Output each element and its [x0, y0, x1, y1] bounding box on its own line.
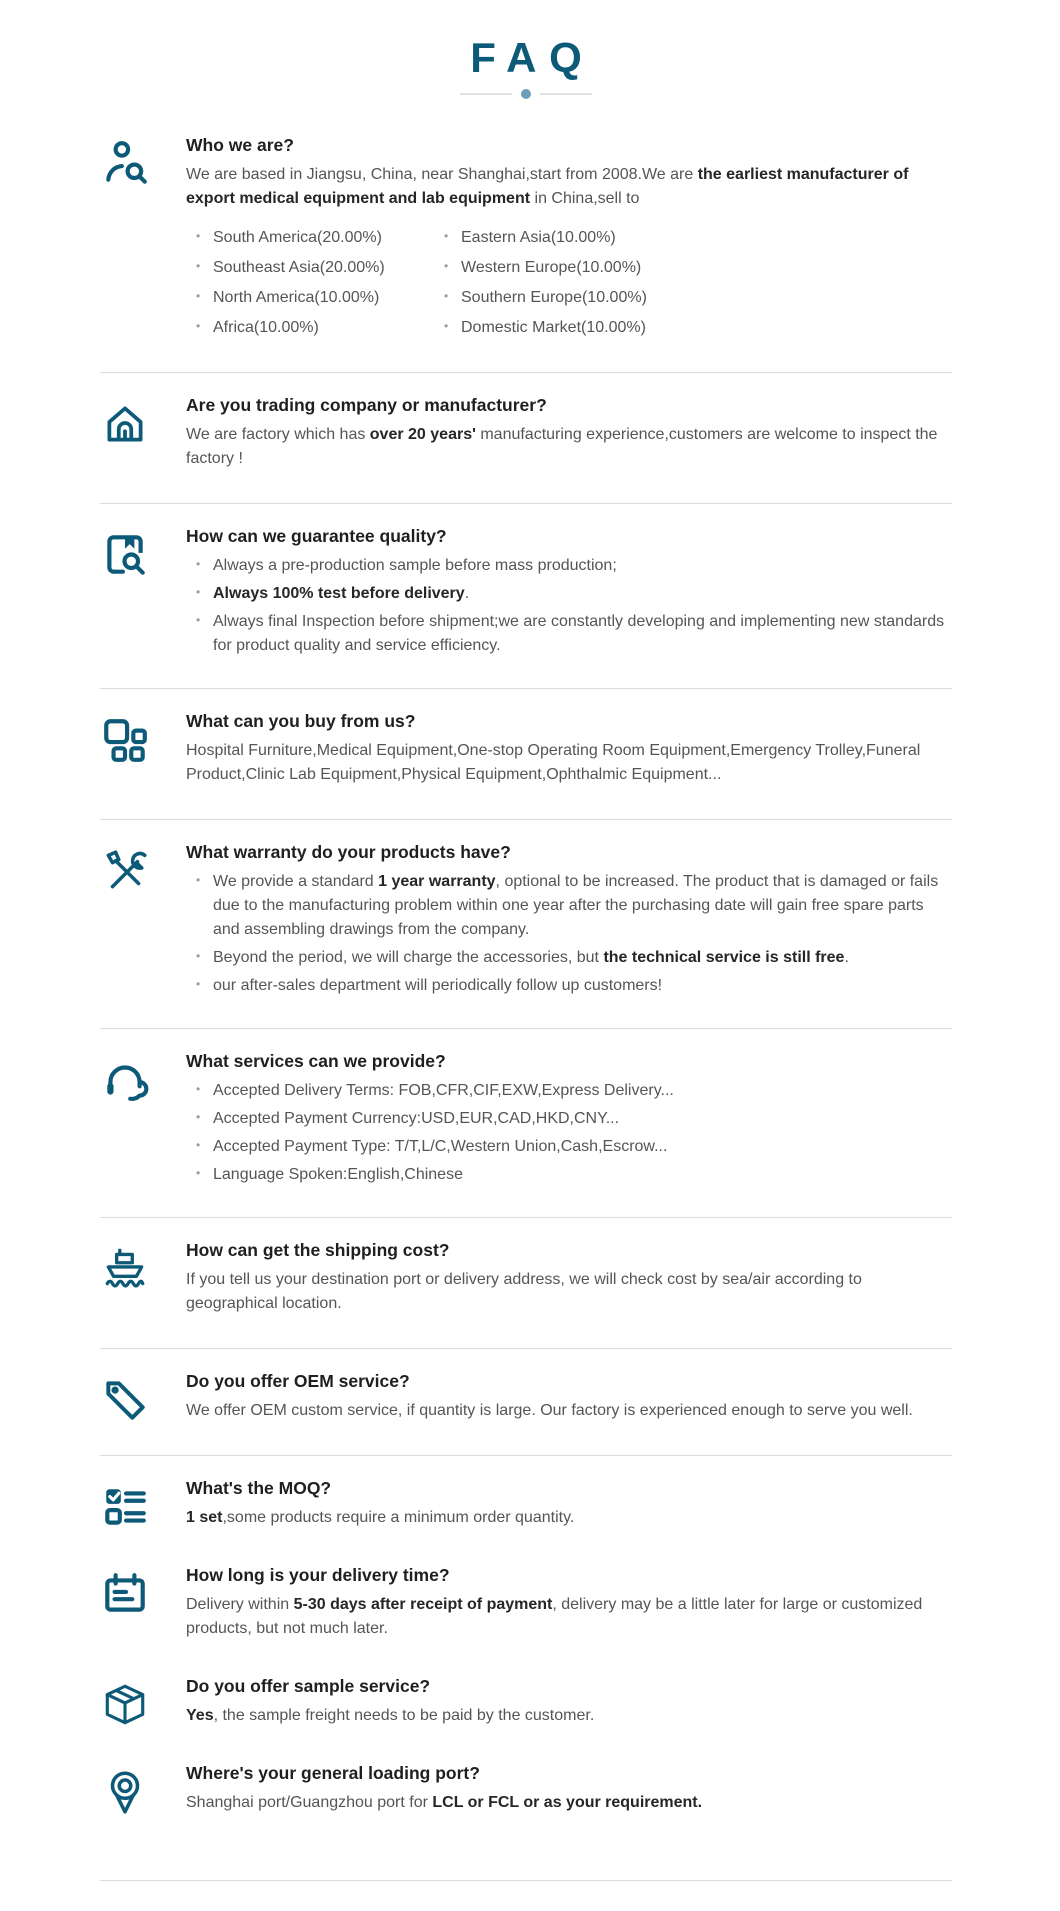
text: Delivery within [186, 1596, 294, 1613]
faq-answer [186, 1399, 952, 1423]
list-item [444, 316, 647, 340]
answer-paragraph [186, 739, 952, 787]
faq-answer [186, 739, 952, 787]
faq-content [186, 1240, 952, 1322]
region-columns [186, 218, 952, 346]
text: Domestic Market(10.00%) [461, 319, 646, 336]
answer-paragraph [186, 1593, 952, 1641]
text: Beyond the period, we will charge the accessories, but [213, 949, 604, 966]
text: If you tell us your destination port or delivery address, we will check cost by sea/air according to geographical location. [186, 1271, 862, 1312]
answer-paragraph [186, 1268, 952, 1316]
faq-content [186, 395, 952, 477]
section-divider [100, 1348, 952, 1349]
text: Shanghai port/Guangzhou port for [186, 1794, 433, 1811]
faq-question: What can you buy from us? [186, 711, 416, 731]
answer-paragraph [186, 163, 952, 211]
bullet-list [186, 1079, 952, 1187]
faq-item [100, 1224, 952, 1335]
section-divider [100, 819, 952, 820]
grid-squares-icon [100, 715, 150, 765]
faq-item [100, 826, 952, 1015]
faq-item [100, 1035, 952, 1204]
section-divider [100, 503, 952, 504]
bullet-list [434, 220, 647, 346]
faq-item [100, 1747, 952, 1834]
faq-item [100, 119, 952, 359]
faq-answer [186, 1268, 952, 1316]
page-title: FAQ [470, 34, 595, 81]
list-item [196, 1107, 952, 1131]
faq-content [186, 1371, 952, 1429]
faq-item [100, 1462, 952, 1549]
faq-content [186, 526, 952, 662]
tag-icon [100, 1375, 150, 1425]
bold-text: the technical service is still free [603, 949, 845, 966]
list-item [196, 286, 434, 310]
person-search-icon [100, 139, 150, 189]
faq-content [186, 842, 952, 1002]
faq-icon-cell [100, 395, 186, 477]
faq-content [186, 1763, 952, 1821]
faq-question: What's the MOQ? [186, 1478, 332, 1498]
list-item [196, 316, 434, 340]
faq-question: Do you offer OEM service? [186, 1371, 410, 1391]
faq-answer [186, 1506, 952, 1530]
section-divider [100, 372, 952, 373]
text: . [844, 949, 849, 966]
list-item [196, 1079, 952, 1103]
bullet-list [186, 554, 952, 658]
list-item [444, 226, 647, 250]
text: Accepted Payment Currency:USD,EUR,CAD,HKD,CNY... [213, 1110, 620, 1127]
text: Southern Europe(10.00%) [461, 289, 647, 306]
faq-item [100, 1355, 952, 1442]
faq-question: How long is your delivery time? [186, 1565, 450, 1585]
ship-icon [100, 1244, 150, 1294]
bold-text: 1 year warranty [378, 873, 496, 890]
answer-paragraph [186, 1704, 952, 1728]
text: , the sample freight needs to be paid by the customer. [213, 1707, 595, 1724]
faq-header [100, 34, 952, 99]
faq-icon-cell [100, 1478, 186, 1536]
faq-icon-cell [100, 135, 186, 346]
text: our after-sales department will periodically follow up customers! [213, 977, 663, 994]
faq-item [100, 695, 952, 806]
faq-question: What warranty do your products have? [186, 842, 511, 862]
package-icon [100, 1680, 150, 1730]
faq-content [186, 1051, 952, 1191]
text: We are based in Jiangsu, China, near Shanghai,start from 2008.We are [186, 166, 698, 183]
text: Accepted Payment Type: T/T,L/C,Western Union,Cash,Escrow... [213, 1138, 668, 1155]
list-item [444, 286, 647, 310]
list-item [196, 554, 952, 578]
faq-answer [186, 1704, 952, 1728]
text: Western Europe(10.00%) [461, 259, 642, 276]
text: We are factory which has [186, 426, 370, 443]
rule-line-right [540, 93, 592, 95]
text: Always a pre-production sample before mass production; [213, 557, 617, 574]
faq-question: Who we are? [186, 135, 294, 155]
text: , delivery may be a little later for large or customized products, but not much later. [186, 1596, 923, 1637]
list-item [196, 1135, 952, 1159]
faq-icon-cell [100, 1763, 186, 1821]
section-divider [100, 1455, 952, 1456]
faq-question: Do you offer sample service? [186, 1676, 431, 1696]
list-item [196, 582, 952, 606]
faq-answer [186, 554, 952, 658]
faq-item [100, 510, 952, 675]
text: North America(10.00%) [213, 289, 380, 306]
faq-icon-cell [100, 842, 186, 1002]
answer-paragraph [186, 423, 952, 471]
faq-content [186, 1565, 952, 1647]
text: ,some products require a minimum order quantity. [222, 1509, 575, 1526]
list-item [196, 974, 952, 998]
list-item [196, 256, 434, 280]
answer-paragraph [186, 1506, 952, 1530]
calendar-icon [100, 1569, 150, 1619]
faq-answer [186, 423, 952, 471]
faq-content [186, 135, 952, 346]
faq-answer [186, 1593, 952, 1641]
bullet-list [186, 870, 952, 998]
faq-icon-cell [100, 1240, 186, 1322]
faq-question: What services can we provide? [186, 1051, 446, 1071]
text: South America(20.00%) [213, 229, 382, 246]
location-pin-icon [100, 1767, 150, 1817]
text: Always final Inspection before shipment;we are constantly developing and implementing new standards for product quality and service efficiency. [213, 613, 945, 654]
list-item [196, 1163, 952, 1187]
home-icon [100, 399, 150, 449]
faq-icon-cell [100, 1371, 186, 1429]
faq-icon-cell [100, 1676, 186, 1734]
text: Accepted Delivery Terms: FOB,CFR,CIF,EXW,Express Delivery... [213, 1082, 674, 1099]
text: We offer OEM custom service, if quantity is large. Our factory is experienced enough to serve you well. [186, 1402, 913, 1419]
faq-question: Are you trading company or manufacturer? [186, 395, 547, 415]
answer-paragraph [186, 1399, 952, 1423]
bullet-list [186, 220, 434, 346]
list-item [196, 946, 952, 970]
bold-text: the earliest manufacturer of export medical equipment and lab equipment [186, 166, 909, 207]
text: manufacturing experience,customers are welcome to inspect the factory ! [186, 426, 938, 467]
list-item [196, 870, 952, 942]
text: . [464, 585, 470, 602]
faq-answer [186, 1079, 952, 1187]
bottom-divider [100, 1880, 952, 1881]
faq-content [186, 1676, 952, 1734]
faq-list [100, 119, 952, 1834]
text: Language Spoken:English,Chinese [213, 1166, 463, 1183]
faq-icon-cell [100, 711, 186, 793]
bold-text: over 20 years' [369, 426, 476, 443]
rule-dot [521, 89, 531, 99]
section-divider [100, 1217, 952, 1218]
title-rule [100, 89, 952, 99]
list-item [444, 256, 647, 280]
section-divider [100, 1028, 952, 1029]
faq-answer [186, 870, 952, 998]
rule-line-left [460, 93, 512, 95]
text: Africa(10.00%) [213, 319, 319, 336]
text: Hospital Furniture,Medical Equipment,One-stop Operating Room Equipment,Emergency Trolley,Funeral Product,Clinic Lab Equipment,Physical Equipment,Ophthalmic Equipment... [186, 742, 921, 783]
text: in China,sell to [530, 190, 640, 207]
faq-question: How can get the shipping cost? [186, 1240, 450, 1260]
bold-text: LCL or FCL or as your requirement. [432, 1794, 703, 1811]
faq-icon-cell [100, 1051, 186, 1191]
bold-text: Always 100% test before delivery [213, 585, 465, 602]
tools-icon [100, 846, 150, 896]
text: Southeast Asia(20.00%) [213, 259, 385, 276]
faq-answer [186, 1791, 952, 1815]
text: , optional to be increased. The product that is damaged or fails due to the manufacturing problem within one year after the purchasing date will gain free spare parts and assembling drawings from the company. [213, 873, 939, 938]
bold-text: Yes [186, 1707, 214, 1724]
faq-question: Where's your general loading port? [186, 1763, 480, 1783]
list-item [196, 226, 434, 250]
faq-icon-cell [100, 526, 186, 662]
bold-text: 5-30 days after receipt of payment [293, 1596, 553, 1613]
answer-paragraph [186, 1791, 952, 1815]
faq-content [186, 1478, 952, 1536]
headset-icon [100, 1055, 150, 1105]
bold-text: 1 set [186, 1509, 223, 1526]
faq-content [186, 711, 952, 793]
checklist-icon [100, 1482, 150, 1532]
faq-item [100, 1549, 952, 1660]
faq-item [100, 1660, 952, 1747]
list-item [196, 610, 952, 658]
section-divider [100, 688, 952, 689]
text: Eastern Asia(10.00%) [461, 229, 616, 246]
faq-question: How can we guarantee quality? [186, 526, 447, 546]
text: We provide a standard [213, 873, 379, 890]
book-search-icon [100, 530, 150, 580]
faq-icon-cell [100, 1565, 186, 1647]
faq-answer [186, 163, 952, 346]
faq-item [100, 379, 952, 490]
